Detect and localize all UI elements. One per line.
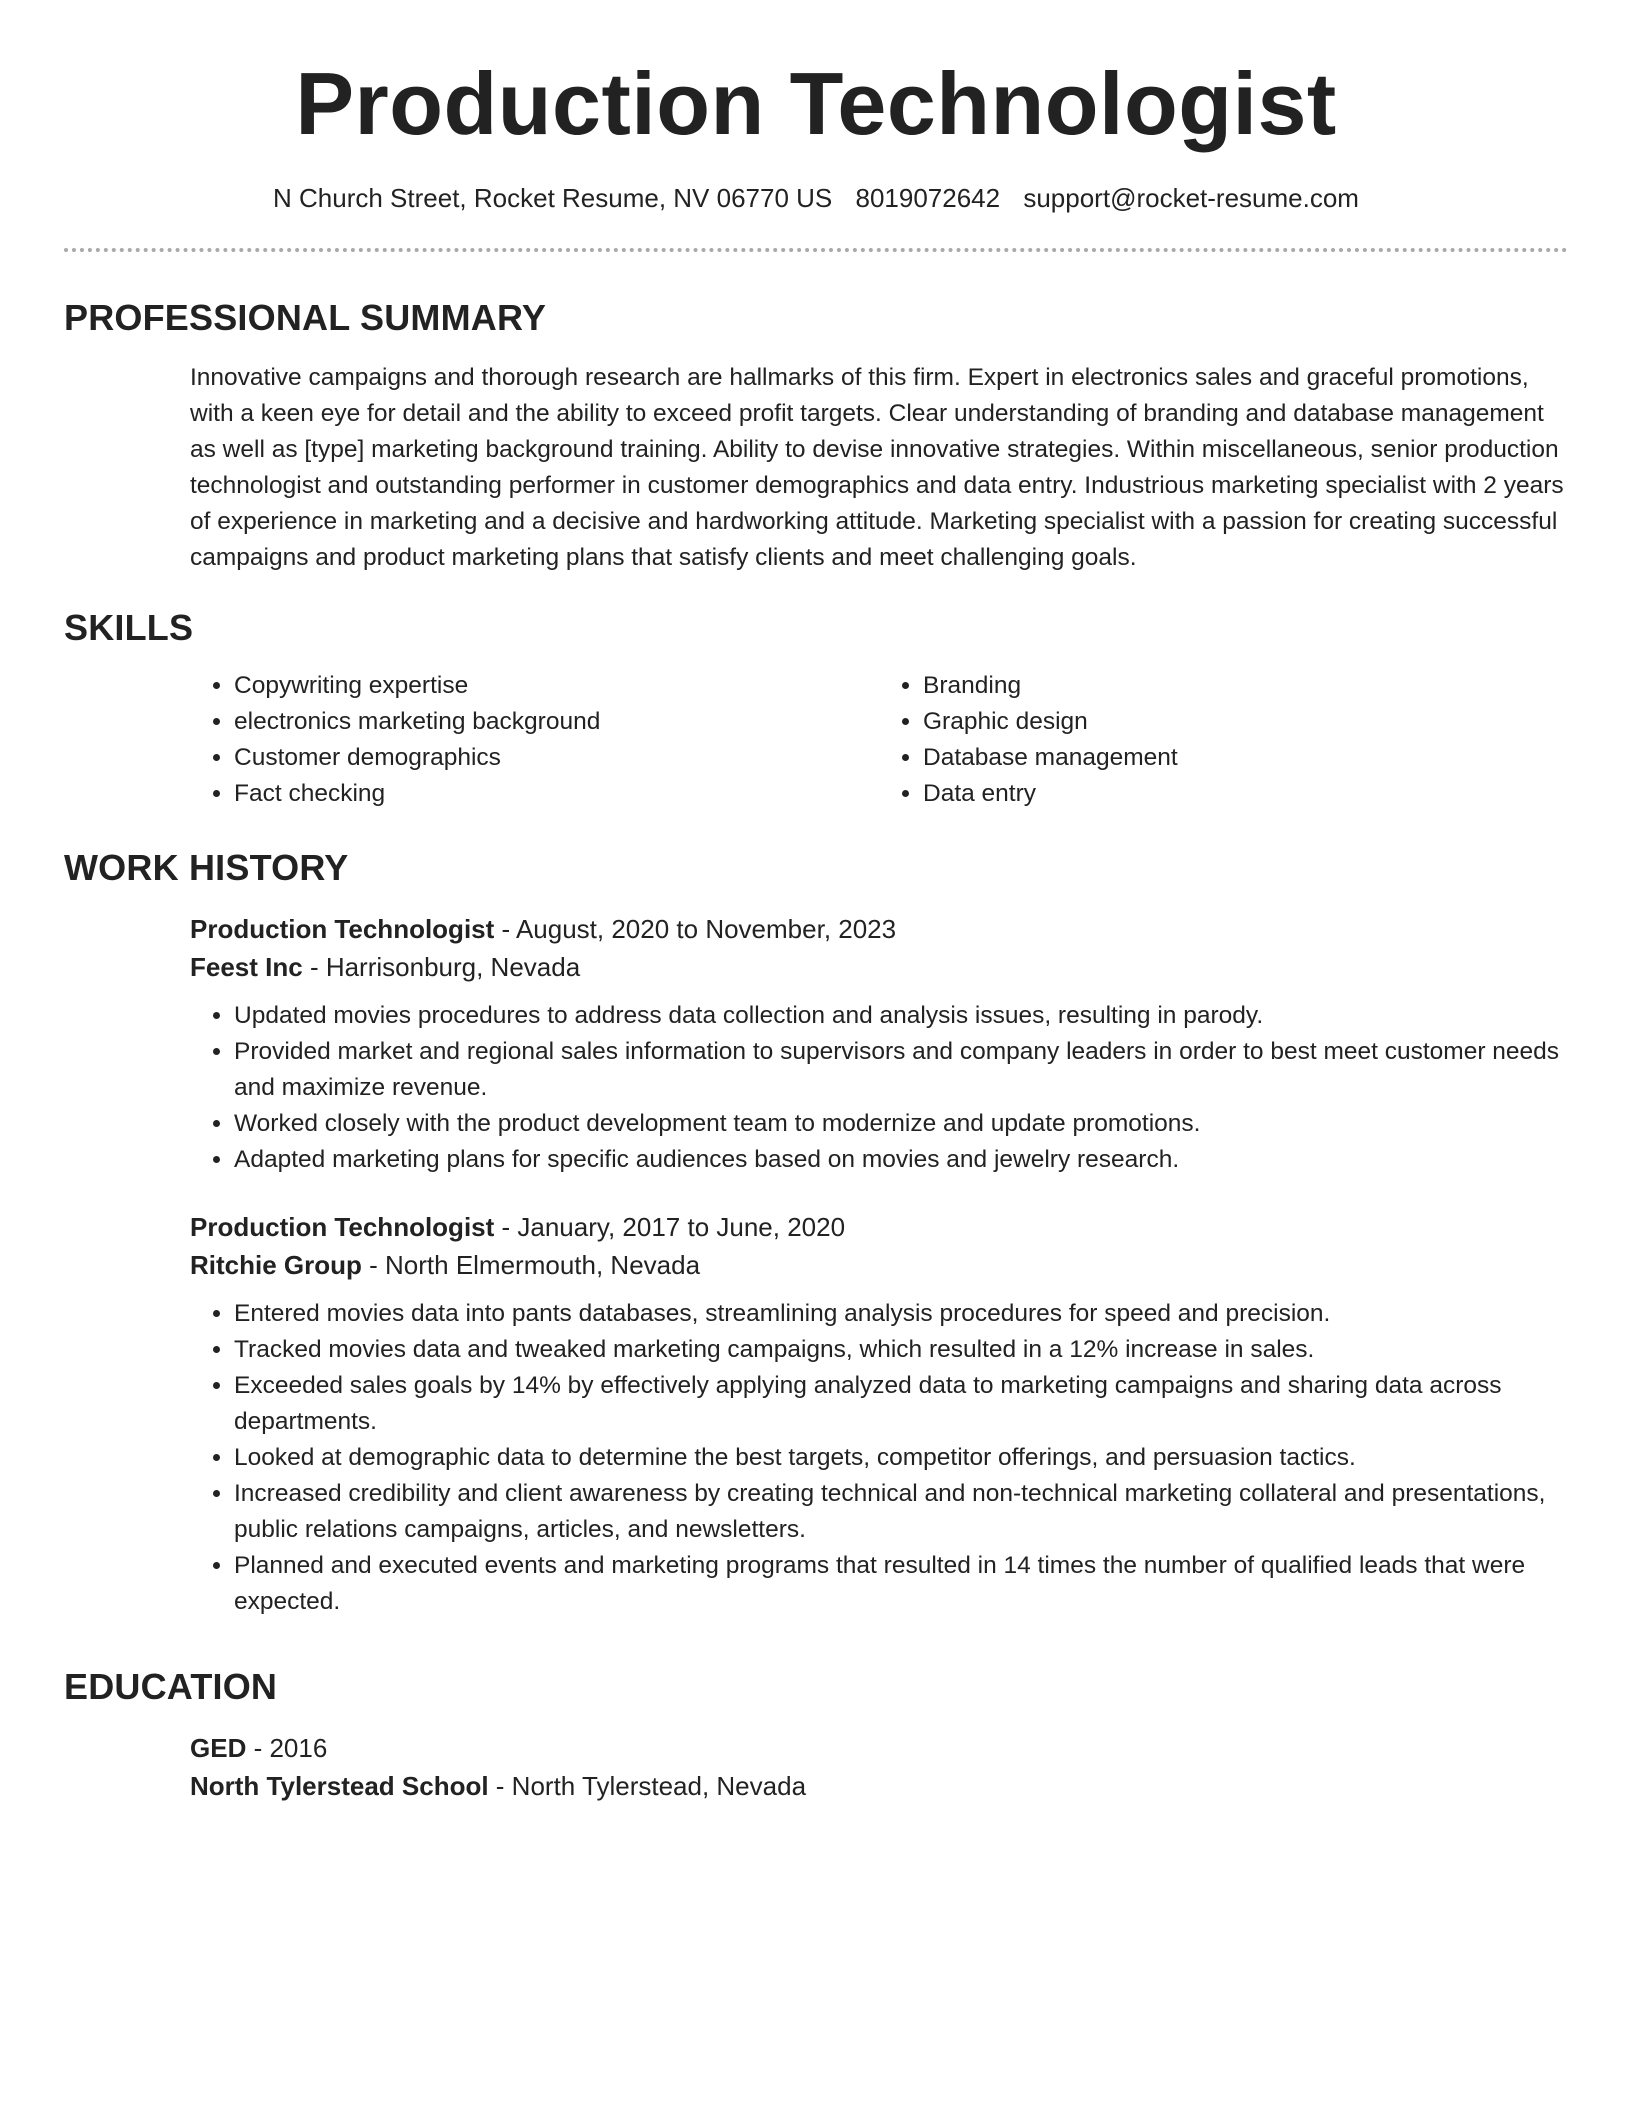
job-entry	[190, 1208, 1568, 1284]
skill-item: • Graphic design	[923, 704, 1568, 740]
skills-columns	[190, 668, 1568, 812]
school: North Tylerstead School	[190, 1771, 489, 1801]
skill-item: • Data entry	[923, 776, 1568, 812]
job-bullet: • Provided market and regional sales information to supervisors and company leaders in order to best meet customer needs and maximize revenue.	[234, 1034, 1568, 1106]
job-bullet: • Adapted marketing plans for specific audiences based on movies and jewelry research.	[234, 1142, 1568, 1178]
job-bullet: • Increased credibility and client awareness by creating technical and non-technical marketing collateral and presentations, public relations campaigns, articles, and newsletters.	[234, 1476, 1568, 1548]
job-title: Production Technologist	[190, 1212, 495, 1242]
work-heading: WORK HISTORY	[64, 847, 349, 888]
school-line	[190, 1767, 1568, 1805]
job-bullet: • Planned and executed events and marketing programs that resulted in 14 times the number of qualified leads that were expected.	[234, 1548, 1568, 1620]
contact-line	[64, 182, 1568, 214]
skills-list-left	[190, 668, 879, 812]
job-bullet: • Exceeded sales goals by 14% by effectively applying analyzed data to marketing campaigns and sharing data across departments.	[234, 1368, 1568, 1440]
job-title-line	[190, 1208, 1568, 1246]
skill-item: • Copywriting expertise	[234, 668, 879, 704]
school-location: - North Tylerstead, Nevada	[488, 1771, 807, 1801]
contact-email: support@rocket-resume.com	[1023, 183, 1359, 213]
summary-section	[64, 296, 1568, 576]
job-location: - North Elmermouth, Nevada	[361, 1250, 701, 1280]
summary-heading: PROFESSIONAL SUMMARY	[64, 297, 547, 338]
work-section	[64, 846, 1568, 1620]
education-section	[64, 1665, 1568, 1805]
skill-item: • Customer demographics	[234, 740, 879, 776]
job-company-line	[190, 1246, 1568, 1284]
job-title-line	[190, 910, 1568, 948]
job-entry	[190, 910, 1568, 986]
job-company: Feest Inc	[190, 952, 303, 982]
job-company: Ritchie Group	[190, 1250, 362, 1280]
job-title: Production Technologist	[190, 914, 495, 944]
job-bullet: • Looked at demographic data to determine the best targets, competitor offerings, and persuasion tactics.	[234, 1440, 1568, 1476]
job-bullet: • Entered movies data into pants databases, streamlining analysis procedures for speed and precision.	[234, 1296, 1568, 1332]
job-bullet: • Worked closely with the product development team to modernize and update promotions.	[234, 1106, 1568, 1142]
job-bullet: • Tracked movies data and tweaked marketing campaigns, which resulted in a 12% increase in sales.	[234, 1332, 1568, 1368]
degree-line	[190, 1729, 1568, 1767]
skills-list-right	[879, 668, 1568, 812]
job-location: - Harrisonburg, Nevada	[302, 952, 581, 982]
job-bullet: • Updated movies procedures to address data collection and analysis issues, resulting in parody.	[234, 998, 1568, 1034]
skill-item: • electronics marketing background	[234, 704, 879, 740]
education-entry	[190, 1729, 1568, 1805]
skills-section	[64, 606, 1568, 812]
skill-item: • Fact checking	[234, 776, 879, 812]
contact-address: N Church Street, Rocket Resume, NV 06770 US	[273, 183, 833, 213]
job-bullets	[190, 998, 1568, 1178]
resume-name: Production Technologist	[295, 54, 1337, 153]
skill-item: • Database management	[923, 740, 1568, 776]
skills-heading: SKILLS	[64, 607, 194, 648]
header-divider	[64, 248, 1568, 252]
job-dates: - August, 2020 to November, 2023	[494, 914, 897, 944]
degree-year: - 2016	[246, 1733, 328, 1763]
education-heading: EDUCATION	[64, 1666, 278, 1707]
resume-page	[64, 0, 1568, 1801]
skill-item: • Branding	[923, 668, 1568, 704]
job-dates: - January, 2017 to June, 2020	[494, 1212, 846, 1242]
job-company-line	[190, 948, 1568, 986]
summary-text: Innovative campaigns and thorough research are hallmarks of this firm. Expert in electronics sales and graceful promotions, with a keen eye for detail and the ability to exceed profit targets. Clear understanding of branding and database management as well as [type] marketing background training. Ability to devise innovative strategies. Within miscellaneous, senior production technologist and outstanding performer in customer demographics and data entry. Industrious marketing specialist with 2 years of experience in marketing and a decisive and hardworking attitude. Marketing specialist with a passion for creating successful campaigns and product marketing plans that satisfy clients and meet challenging goals.	[190, 364, 1564, 571]
degree: GED	[190, 1733, 247, 1763]
job-bullets	[190, 1296, 1568, 1620]
contact-phone: 8019072642	[855, 183, 1001, 213]
